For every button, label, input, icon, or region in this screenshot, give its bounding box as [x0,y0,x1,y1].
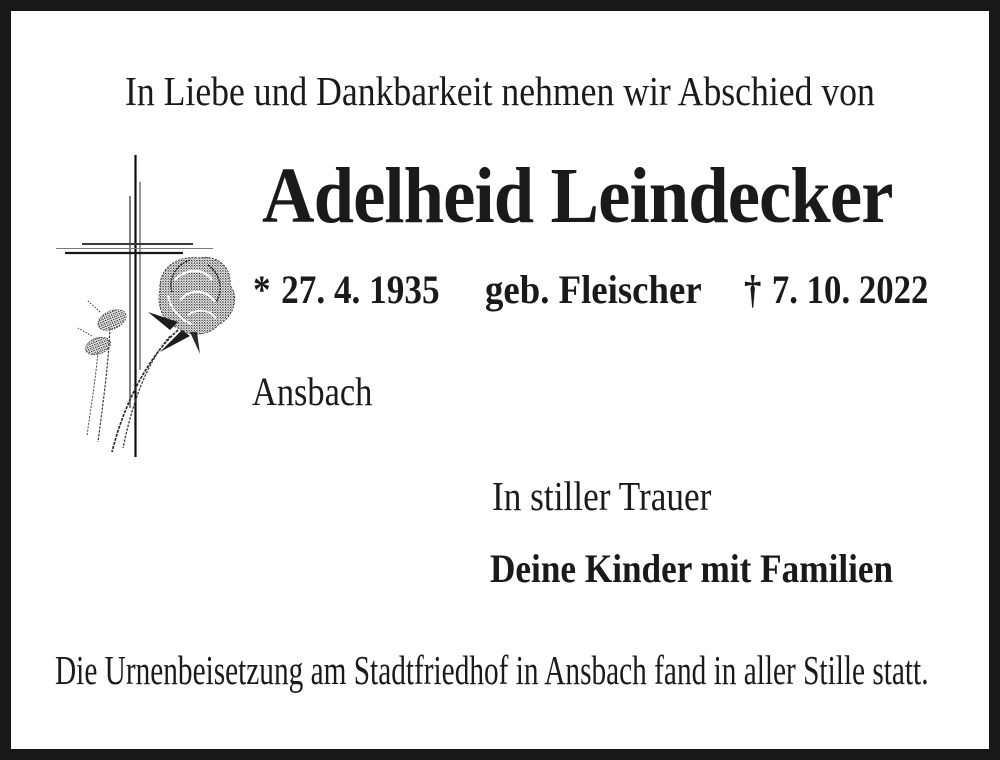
city-line: Ansbach [252,369,373,414]
mourners-line: Deine Kinder mit Familien [490,546,894,591]
maiden-name: geb. Fleischer [485,267,702,312]
deceased-name: Adelheid Leindecker [262,153,893,240]
birth-symbol: * [253,267,271,312]
footer-line: Die Urnenbeisetzung am Stadtfriedhof in Ansbach fand in aller Stille statt. [55,647,929,693]
birth-date [253,267,440,312]
death-cross-symbol: † [744,267,762,312]
birth-date-value: 27. 4. 1935 [281,267,440,312]
death-date-value: 7. 10. 2022 [771,267,929,312]
intro-line: In Liebe und Dankbarkeit nehmen wir Abschied von [125,68,875,114]
dates-row [0,267,1000,316]
death-date [744,267,929,312]
condolence-intro-line: In stiller Trauer [492,473,712,519]
